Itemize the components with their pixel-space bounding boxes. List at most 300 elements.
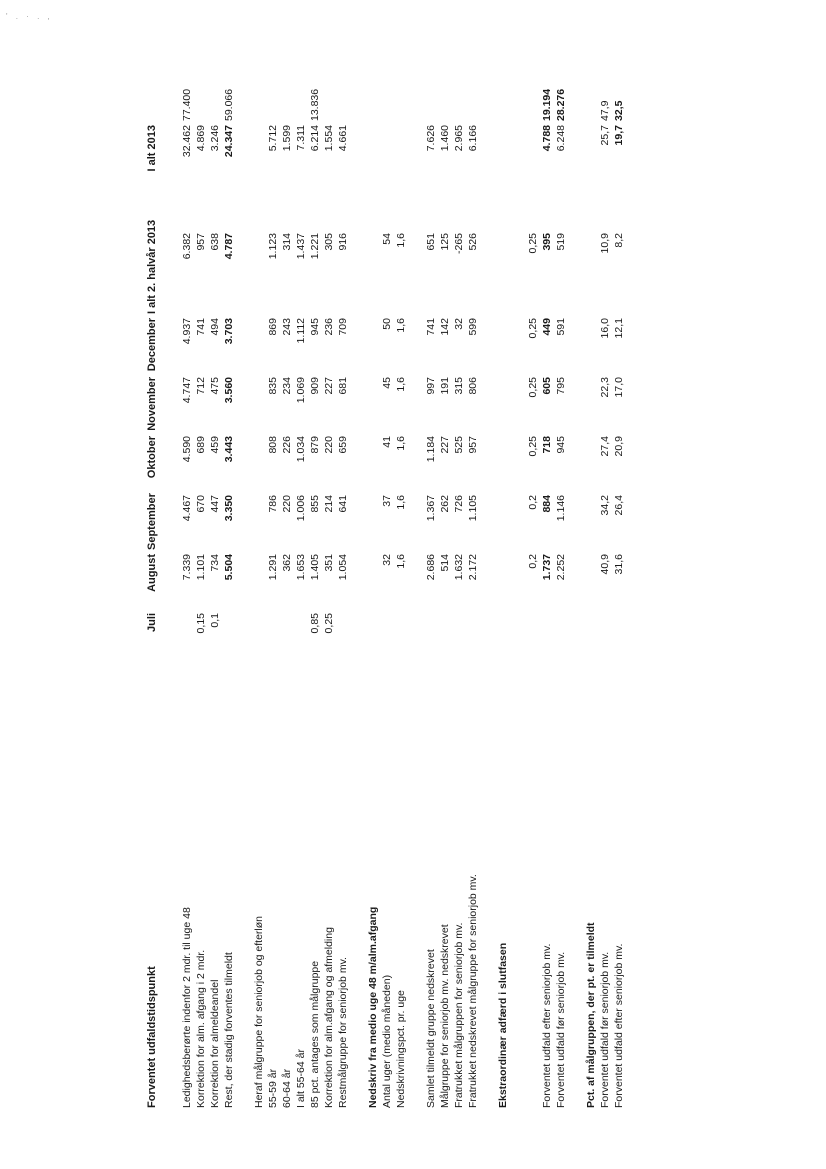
value-cell [584, 611, 598, 670]
value-cell: 2.686 [425, 554, 437, 581]
value-cell: 20,9 [613, 436, 625, 457]
header-oktober: Oktober [146, 436, 158, 479]
value-cell: 1.146 [555, 495, 567, 522]
value-cell: 526 [467, 233, 479, 251]
value-cell: 5.504 [223, 554, 235, 581]
value-cell: 0,85 [309, 613, 321, 634]
value-cell: 459 [209, 436, 221, 454]
value-cell: 884 [541, 495, 553, 513]
table-row [554, 100, 568, 1110]
value-cell: 1.054 [337, 554, 349, 581]
value-cell: 786 [267, 495, 279, 513]
value-cell [252, 434, 266, 493]
value-cell: 6.166 [467, 125, 479, 152]
value-cell: 13.836 [309, 88, 321, 121]
value-cell: 4.590 [181, 436, 193, 463]
value-cell: 997 [425, 377, 437, 395]
row-label: Fratrukket nedskrevet målgruppe for seniorjob mv. [467, 874, 479, 1108]
value-cell [294, 100, 308, 123]
row-label: Heraf målgruppe for seniorjob og efterløn [253, 915, 265, 1108]
table-row [540, 100, 554, 1110]
value-cell: 4.747 [181, 377, 193, 404]
value-cell: 1.437 [295, 233, 307, 260]
table-row [466, 100, 480, 1110]
value-cell: 659 [337, 436, 349, 454]
value-cell [252, 375, 266, 434]
value-cell: 957 [195, 233, 207, 251]
value-cell: 32,5 [613, 100, 625, 121]
value-cell: 7.339 [181, 554, 193, 581]
row-label: Korrektion for alm. afgang i 2 mdr. [195, 949, 207, 1108]
value-cell: 1,6 [395, 318, 407, 333]
value-cell: 808 [267, 436, 279, 454]
table-row [394, 100, 408, 1110]
value-cell [336, 611, 350, 670]
value-cell: 1.599 [281, 125, 293, 152]
value-cell: 1.105 [467, 495, 479, 522]
value-cell: 1.006 [295, 495, 307, 522]
value-cell [424, 100, 438, 123]
section-row [584, 100, 598, 1110]
value-cell [584, 552, 598, 611]
value-cell [496, 434, 510, 493]
value-cell: 3.703 [223, 318, 235, 345]
value-cell: 869 [267, 318, 279, 336]
value-cell [366, 434, 380, 493]
value-cell: 1,6 [395, 377, 407, 392]
value-cell: -265 [453, 233, 465, 255]
value-cell [584, 100, 598, 123]
value-cell [496, 611, 510, 670]
value-cell [496, 231, 510, 316]
spacer-cell [164, 123, 180, 1110]
value-cell: 718 [541, 436, 553, 454]
value-cell: 475 [209, 377, 221, 395]
value-cell [380, 123, 394, 231]
value-cell: 0,2 [527, 554, 539, 569]
value-cell: 670 [195, 495, 207, 513]
value-cell [252, 552, 266, 611]
value-cell: 7.626 [425, 125, 437, 152]
value-cell: 879 [309, 436, 321, 454]
value-cell [266, 100, 280, 123]
value-cell [366, 100, 380, 123]
value-cell: 605 [541, 377, 553, 395]
value-cell: 909 [309, 377, 321, 395]
spacer-cell [236, 123, 252, 1110]
value-cell: 1.653 [295, 554, 307, 581]
header-september: September [146, 493, 158, 550]
value-cell: 0,25 [527, 377, 539, 398]
value-cell [194, 100, 208, 123]
value-cell: 1.221 [309, 233, 321, 260]
value-cell [584, 434, 598, 493]
value-cell [526, 123, 540, 231]
value-cell: 6.382 [181, 233, 193, 260]
table-row [612, 100, 626, 1110]
value-cell: 1.123 [267, 233, 279, 260]
value-cell: 1,6 [395, 233, 407, 248]
row-label: Forventet udfald før seniorjob mv. [599, 951, 611, 1108]
table-row [336, 100, 350, 1110]
row-label: Fratrukket målgruppen for seniorjob mv. [453, 922, 465, 1108]
value-cell [252, 611, 266, 670]
value-cell: 741 [195, 318, 207, 336]
value-cell [252, 493, 266, 552]
value-cell [452, 100, 466, 123]
value-cell [394, 123, 408, 231]
value-cell: 1.405 [309, 554, 321, 581]
row-label [526, 670, 540, 1110]
value-cell: 1,6 [395, 554, 407, 569]
row-label: Nedskrivningspct. pr. uge [395, 990, 407, 1108]
value-cell: 142 [439, 318, 451, 336]
table-row [266, 100, 280, 1110]
value-cell: 32 [381, 554, 393, 566]
value-cell [438, 100, 452, 123]
value-cell: 6.214 [309, 125, 321, 152]
value-cell: 28.276 [555, 88, 567, 121]
value-cell: 726 [453, 495, 465, 513]
value-cell: 1.737 [541, 554, 553, 581]
row-label: 85 pct. antages som målgruppe [309, 960, 321, 1108]
value-cell: 2.172 [467, 554, 479, 581]
table-row [208, 100, 222, 1110]
value-cell [584, 375, 598, 434]
header-november: November [146, 377, 158, 431]
row-label: Rest, der stadig forventes tilmeldt [223, 952, 235, 1108]
row-label: Korrektion for almeldeandel [209, 979, 221, 1108]
value-cell: 689 [195, 436, 207, 454]
value-cell [466, 100, 480, 123]
value-cell: 262 [439, 495, 451, 513]
value-cell: 125 [439, 233, 451, 251]
value-cell [584, 493, 598, 552]
value-cell: 1.367 [425, 495, 437, 522]
table-row [598, 100, 612, 1110]
value-cell [252, 123, 266, 231]
value-cell: 945 [309, 318, 321, 336]
value-cell: 45 [381, 377, 393, 389]
row-label: Ekstraordinær adfærd i slutfasen [497, 942, 509, 1108]
value-cell [584, 123, 598, 231]
value-cell: 6.248 [555, 125, 567, 152]
header-december: December [146, 318, 158, 372]
value-cell: 1,6 [395, 436, 407, 451]
table-row [222, 100, 236, 1110]
value-cell [280, 100, 294, 123]
table-row [180, 100, 194, 1110]
row-label: Forventet udfald før seniorjob mv. [555, 951, 567, 1108]
value-cell [394, 100, 408, 123]
value-cell [180, 611, 194, 670]
value-cell: 2.965 [453, 125, 465, 152]
table-row [280, 100, 294, 1110]
table-row [452, 100, 466, 1110]
header-juli: Juli [146, 613, 158, 632]
value-cell [394, 611, 408, 670]
value-cell: 1.184 [425, 436, 437, 463]
section-row [366, 100, 380, 1110]
value-cell [380, 100, 394, 123]
value-cell [540, 611, 554, 670]
value-cell: 638 [209, 233, 221, 251]
row-label: Antal uger (medio måneden) [381, 974, 393, 1108]
value-cell: 19,7 [613, 125, 625, 146]
value-cell: 1.632 [453, 554, 465, 581]
value-cell: 0,2 [527, 495, 539, 510]
value-cell: 1.460 [439, 125, 451, 152]
value-cell: 449 [541, 318, 553, 336]
value-cell: 243 [281, 318, 293, 336]
value-cell [322, 100, 336, 123]
table-row [294, 100, 308, 1110]
value-cell: 945 [555, 436, 567, 454]
value-cell: 641 [337, 495, 349, 513]
value-cell: 712 [195, 377, 207, 395]
value-cell: 0,1 [209, 613, 221, 628]
value-cell [496, 123, 510, 231]
value-cell: 41 [381, 436, 393, 448]
data-table [140, 88, 626, 1110]
value-cell: 351 [323, 554, 335, 572]
table-row [526, 100, 540, 1110]
value-cell [252, 100, 266, 123]
row-label: Forventet udfald efter seniorjob mv. [541, 943, 553, 1108]
value-cell [208, 100, 222, 123]
value-cell: 7.311 [295, 125, 307, 151]
value-cell: 916 [337, 233, 349, 251]
row-label: 60-64 år [281, 1068, 293, 1108]
table-row [380, 100, 394, 1110]
value-cell: 16,0 [599, 318, 611, 339]
value-cell [366, 316, 380, 375]
value-cell: 3.443 [223, 436, 235, 463]
header-august: August [146, 554, 158, 592]
value-cell: 236 [323, 318, 335, 336]
value-cell: 315 [453, 377, 465, 395]
value-cell [380, 611, 394, 670]
value-cell: 1.554 [323, 125, 335, 152]
value-cell: 1.069 [295, 377, 307, 404]
row-label: Pct. af målgruppen, der pt. er tilmeldt [585, 922, 597, 1108]
value-cell: 3.560 [223, 377, 235, 404]
value-cell: 227 [439, 436, 451, 454]
value-cell [554, 611, 568, 670]
table-row [252, 100, 266, 1110]
value-cell: 2.252 [555, 554, 567, 581]
header-row [140, 100, 164, 1110]
value-cell [366, 375, 380, 434]
rotated-page [140, 88, 625, 1110]
value-cell: 191 [439, 377, 451, 395]
value-cell [584, 316, 598, 375]
value-cell: 525 [453, 436, 465, 454]
value-cell: 32.462 [181, 125, 193, 158]
value-cell: 362 [281, 554, 293, 572]
table-row [308, 100, 322, 1110]
value-cell: 59.066 [223, 88, 235, 121]
value-cell: 314 [281, 233, 293, 251]
spacer-row [236, 100, 252, 1110]
value-cell: 19.194 [541, 88, 553, 121]
value-cell: 4.787 [223, 233, 235, 260]
value-cell: 0,25 [527, 233, 539, 254]
spacer-row [480, 100, 496, 1110]
value-cell [496, 316, 510, 375]
value-cell: 591 [555, 318, 567, 336]
value-cell: 741 [425, 318, 437, 336]
row-label: Forventet udfald efter seniorjob mv. [613, 943, 625, 1108]
value-cell: 957 [467, 436, 479, 454]
value-cell: 514 [439, 554, 451, 572]
value-cell: 835 [267, 377, 279, 395]
value-cell: 4.661 [337, 125, 349, 152]
value-cell: 1.101 [195, 554, 207, 581]
value-cell: 34,2 [599, 495, 611, 516]
value-cell [438, 611, 452, 670]
spacer-row [164, 100, 180, 1110]
value-cell: 519 [555, 233, 567, 251]
row-label: Nedskriv fra medio uge 48 m/alm.afgang [367, 906, 379, 1108]
value-cell [496, 552, 510, 611]
spacer-cell [408, 123, 424, 1110]
table-row [424, 100, 438, 1110]
value-cell: 4.467 [181, 495, 193, 522]
value-cell: 22,3 [599, 377, 611, 398]
table-row [194, 100, 208, 1110]
row-label: Målgruppe for seniorjob mv. nedskrevet [439, 924, 451, 1108]
value-cell: 227 [323, 377, 335, 395]
section-row [496, 100, 510, 1110]
spacer-cell [510, 123, 526, 1110]
value-cell: 0,15 [195, 613, 207, 634]
value-cell: 25,7 [599, 125, 611, 146]
value-cell: 226 [281, 436, 293, 454]
value-cell: 234 [281, 377, 293, 395]
value-cell [612, 611, 626, 670]
value-cell: 709 [337, 318, 349, 336]
value-cell: 0,25 [527, 436, 539, 457]
value-cell: 47,9 [599, 100, 611, 121]
value-cell: 77.400 [181, 88, 193, 121]
spacer-row [510, 100, 526, 1110]
value-cell [466, 611, 480, 670]
table-body [164, 88, 626, 1110]
value-cell: 395 [541, 233, 553, 251]
value-cell [526, 611, 540, 670]
value-cell: 32 [453, 318, 465, 330]
value-cell: 54 [381, 233, 393, 245]
value-cell [598, 611, 612, 670]
value-cell: 1.112 [295, 318, 307, 344]
value-cell: 24.347 [223, 125, 235, 158]
value-cell [366, 493, 380, 552]
value-cell: 806 [467, 377, 479, 395]
value-cell: 5.712 [267, 125, 279, 152]
value-cell: 795 [555, 377, 567, 395]
value-cell: 4.937 [181, 318, 193, 345]
value-cell [266, 611, 280, 670]
value-cell: 17,0 [613, 377, 625, 398]
value-cell [366, 611, 380, 670]
value-cell: 447 [209, 495, 221, 513]
value-cell: 26,4 [613, 495, 625, 516]
value-cell: 10,9 [599, 233, 611, 254]
value-cell [526, 100, 540, 123]
scan-marks: ' . · . , [6, 12, 53, 21]
value-cell: 40,9 [599, 554, 611, 575]
value-cell: 1.034 [295, 436, 307, 463]
value-cell: 214 [323, 495, 335, 513]
value-cell [280, 611, 294, 670]
value-cell [424, 611, 438, 670]
value-cell: 3.350 [223, 495, 235, 522]
spacer-cell [568, 123, 584, 1110]
value-cell: 50 [381, 318, 393, 330]
header-year-total: I alt 2013 [146, 125, 158, 172]
value-cell: 37 [381, 495, 393, 507]
value-cell: 305 [323, 233, 335, 251]
value-cell: 0,25 [323, 613, 335, 634]
value-cell: 220 [281, 495, 293, 513]
value-cell: 734 [209, 554, 221, 572]
spacer-row [350, 100, 366, 1110]
value-cell: 8,2 [613, 233, 625, 248]
value-cell [294, 611, 308, 670]
value-cell [366, 231, 380, 316]
value-cell: 494 [209, 318, 221, 336]
value-cell [584, 231, 598, 316]
value-cell [252, 316, 266, 375]
value-cell: 599 [467, 318, 479, 336]
value-cell: 3.246 [209, 125, 221, 152]
spacer-cell [480, 123, 496, 1110]
value-cell: 1,6 [395, 495, 407, 510]
value-cell: 651 [425, 233, 437, 251]
row-label: Samlet tilmeldt gruppe nedskrevet [425, 949, 437, 1108]
value-cell: 1.291 [267, 554, 279, 581]
value-cell [496, 375, 510, 434]
spacer-row [408, 100, 424, 1110]
row-label: 55-59 år [267, 1068, 279, 1108]
value-cell: 681 [337, 377, 349, 395]
value-cell [452, 611, 466, 670]
value-cell: 855 [309, 495, 321, 513]
row-label: Korrektion for alm.afgang og afmelding [323, 927, 335, 1108]
row-label: I alt 55-64 år [295, 1049, 307, 1108]
spacer-row [568, 100, 584, 1110]
value-cell [496, 493, 510, 552]
value-cell: 4.788 [541, 125, 553, 152]
row-label: Restmålgruppe for seniorjob mv. [337, 957, 349, 1108]
value-cell: 0,25 [527, 318, 539, 339]
value-cell: 12,1 [613, 318, 625, 339]
value-cell: 27,4 [599, 436, 611, 457]
value-cell [336, 100, 350, 123]
value-cell [366, 552, 380, 611]
value-cell: 220 [323, 436, 335, 454]
value-cell [222, 611, 236, 670]
table-row [438, 100, 452, 1110]
value-cell [496, 100, 510, 123]
header-half-year-total: I alt 2. halvår 2013 [146, 219, 158, 314]
row-label: Ledighedsberørte indenfor 2 mdr. til uge 48 [181, 907, 193, 1108]
spacer-cell [350, 123, 366, 1110]
value-cell: 31,6 [613, 554, 625, 575]
value-cell: 4.869 [195, 125, 207, 152]
table-row [322, 100, 336, 1110]
